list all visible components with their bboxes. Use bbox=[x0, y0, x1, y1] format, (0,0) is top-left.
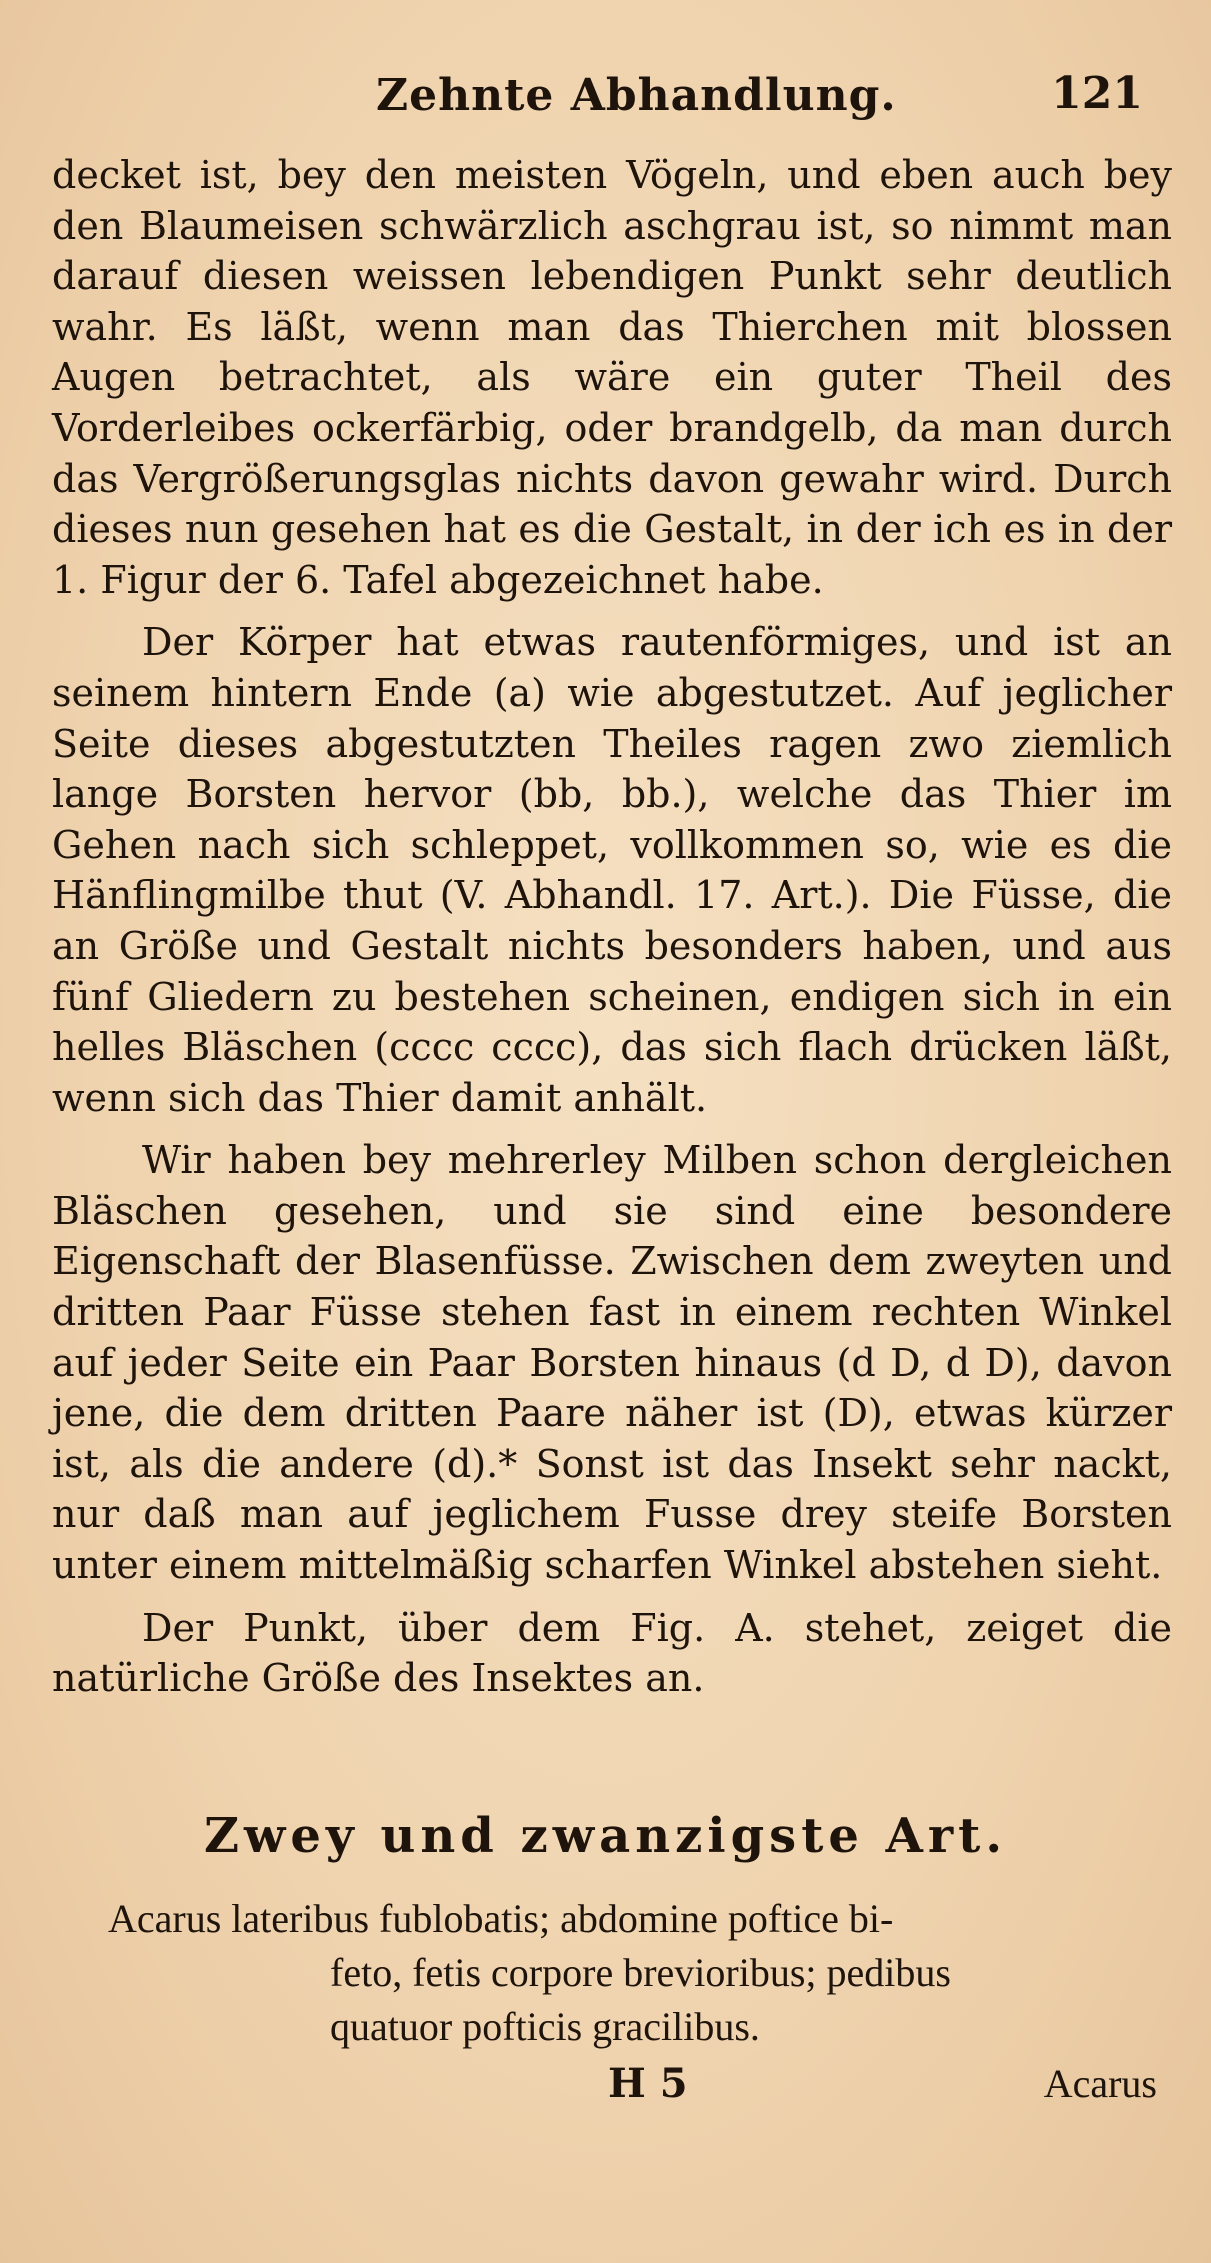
paragraph-continuation: decket ist, bey den meisten Vögeln, und eben auch bey den Blaumeisen schwärzlich aschgrau ist, so nimmt man darauf diesen weissen lebendigen Punkt sehr deutlich wahr. Es läßt, wenn man das Thierchen mit blossen Augen betrachtet, als wäre ein guter Theil des Vorderleibes ockerfärbig, oder brandgelb, da man durch das Vergrößerungsglas nichts davon gewahr wird. Durch dieses nun gesehen hat es die Gestalt, in der ich es in der 1. Figur der 6. Tafel abgezeichnet habe. bbox=[52, 153, 1172, 602]
body-text bbox=[52, 150, 1172, 1704]
section-heading: Zwey und zwanzigste Art. bbox=[203, 1808, 1008, 1864]
paragraph-bladders-bristles: Wir haben bey mehrerley Milben schon dergleichen Bläschen gesehen, und sie sind eine besondere Eigenschaft der Blasenfüsse. Zwischen dem zweyten und dritten Paar Füsse stehen fast in einem rechten Winkel auf jeder Seite ein Paar Borsten hinaus (d D, d D), davon jene, die dem dritten Paare näher ist (D), etwas kürzer ist, als die andere (d).* Sonst ist das Insekt sehr nackt, nur daß man auf jeglichem Fusse drey steife Borsten unter einem mittelmäßig scharfen Winkel abstehen sieht. bbox=[52, 1138, 1172, 1588]
signature-mark: H 5 bbox=[608, 2060, 688, 2107]
catchword: Acarus bbox=[1043, 2061, 1157, 2106]
page-header bbox=[86, 62, 1157, 132]
latin-line: quatuor pofticis gracilibus. bbox=[330, 2004, 760, 2049]
running-title: Zehnte Abhandlung. bbox=[376, 70, 897, 121]
latin-line: Acarus lateribus fublobatis; abdomine poftice bi- bbox=[108, 1896, 894, 1941]
paragraph-body-description: Der Körper hat etwas rautenförmiges, und ist an seinem hintern Ende (a) wie abgestutzet. Auf jeglicher Seite dieses abgestutzten Theiles ragen zwo ziemlich lange Borsten hervor (bb, bb.), welche das Thier im Gehen nach sich schleppet, vollkommen so, wie es die Hänflingmilbe thut (V. Abhandl. 17. Art.). Die Füsse, die an Größe und Gestalt nichts besonders haben, und aus fünf Gliedern zu bestehen scheinen, endigen sich in ein helles Bläschen (cccc cccc), das sich flach drücken läßt, wenn sich das Thier damit anhält. bbox=[52, 620, 1172, 1120]
page-number: 121 bbox=[1051, 68, 1143, 119]
paragraph-natural-size: Der Punkt, über dem Fig. A. stehet, zeiget die natürliche Größe des Insektes an. bbox=[52, 1605, 1172, 1701]
latin-description bbox=[108, 1892, 1158, 2054]
latin-line: feto, fetis corpore brevioribus; pedibus bbox=[330, 1950, 951, 1995]
